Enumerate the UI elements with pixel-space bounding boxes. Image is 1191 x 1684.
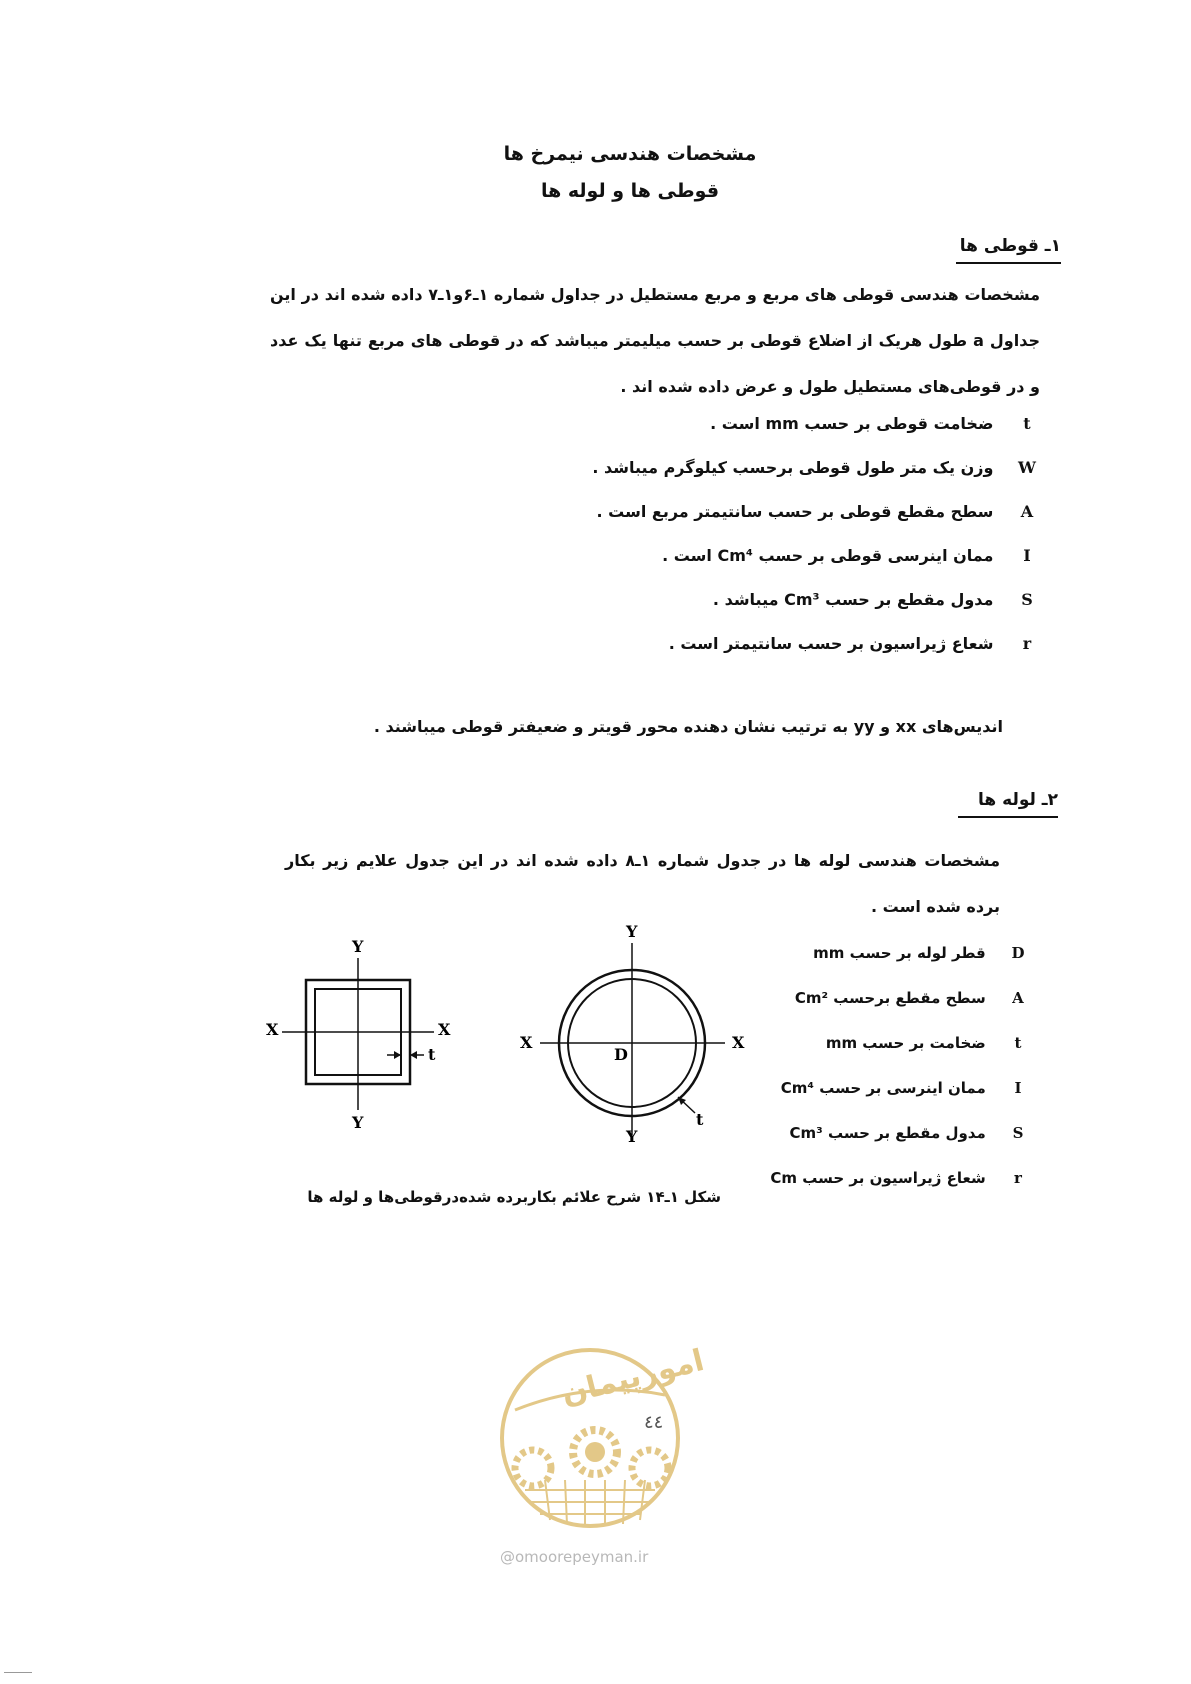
square-label-x-left: X xyxy=(266,1020,279,1039)
pipe-section-diagram xyxy=(520,925,750,1145)
definition-symbol: r xyxy=(1014,1169,1022,1187)
definition-text: ضخامت بر حسب mm xyxy=(825,1034,986,1052)
definition-row xyxy=(671,1156,1031,1201)
section-heading-boxes: ۱ـ قوطی ها xyxy=(956,236,1061,264)
watermark-website: @omoorepeyman.ir xyxy=(500,1548,649,1566)
definition-row xyxy=(401,490,1041,534)
margin-mark xyxy=(4,1672,32,1673)
definition-symbol: r xyxy=(1022,634,1032,653)
square-label-x-right: X xyxy=(438,1020,451,1039)
definition-text: ممان اینرسی بر حسب Cm⁴ xyxy=(780,1079,986,1097)
figure-caption: شکل ۱ـ۱۴ شرح علائم بکاربرده شده‌درقوطی‌ها و لوله ها xyxy=(307,1188,721,1206)
definition-symbol: A xyxy=(1012,989,1024,1007)
page-title: مشخصات هندسی نیمرخ ها xyxy=(503,143,757,165)
definition-text: وزن یک متر طول قوطی برحسب کیلوگرم میباشد . xyxy=(592,458,994,477)
definition-symbol: S xyxy=(1021,590,1033,609)
section1-paragraph: مشخصات هندسی قوطی های مربع و مربع مستطیل در جداول شماره ۱ـ۶و۱ـ۷ داده شده اند در این جداول a طول هریک از اضلاع قوطی بر حسب میلیمتر میباشد که در قوطی های مربع تنها یک عدد و در قوطی‌های مستطیل طول و عرض داده شده اند . xyxy=(270,285,1041,396)
definition-symbol: D xyxy=(1011,944,1025,962)
watermark-brand: امورپیمان xyxy=(557,1342,708,1413)
page-number: ٤٤ xyxy=(644,1412,664,1433)
pipe-label-x-right: X xyxy=(732,1033,745,1052)
definition-text: سطح مقطع برحسب Cm² xyxy=(794,989,986,1007)
square-label-y-top: Y xyxy=(352,937,364,956)
definition-row xyxy=(401,534,1041,578)
definition-symbol: I xyxy=(1023,546,1031,565)
definition-text: شعاع ژیراسیون بر حسب Cm xyxy=(770,1169,986,1187)
definition-text: مدول مقطع بر حسب Cm³ xyxy=(789,1124,986,1142)
definition-symbol: S xyxy=(1012,1124,1024,1142)
definition-text: مدول مقطع بر حسب Cm³ میباشد . xyxy=(712,590,994,609)
definition-row xyxy=(401,446,1041,490)
page-subtitle: قوطی ها و لوله ها xyxy=(540,180,720,202)
pipe-label-thickness: t xyxy=(696,1110,704,1129)
square-section-diagram xyxy=(262,930,462,1130)
definition-text: سطح مقطع قوطی بر حسب سانتیمتر مربع است . xyxy=(596,502,994,521)
square-label-thickness: t xyxy=(428,1045,436,1064)
pipe-label-y-top: Y xyxy=(626,925,638,941)
definition-text: ضخامت قوطی بر حسب mm است . xyxy=(710,414,994,433)
pipe-label-diameter: D xyxy=(614,1045,628,1064)
definition-symbol: I xyxy=(1014,1079,1022,1097)
definition-text: قطر لوله بر حسب mm xyxy=(813,944,986,962)
pipe-label-y-bottom: Y xyxy=(626,1127,638,1145)
definition-row xyxy=(401,402,1041,446)
definition-text: ممان اینرسی قوطی بر حسب Cm⁴ است . xyxy=(662,546,994,565)
section1-note: اندیس‌های xx و yy به ترتیب نشان دهنده محور قویتر و ضعیفتر قوطی میباشند . xyxy=(373,717,1003,736)
square-label-y-bottom: Y xyxy=(352,1113,364,1130)
definition-symbol: t xyxy=(1014,1034,1022,1052)
definition-symbol: W xyxy=(1018,458,1036,477)
definition-row xyxy=(401,578,1041,622)
definition-row xyxy=(401,622,1041,666)
section-heading-pipes: ۲ـ لوله ها xyxy=(958,790,1058,818)
definition-symbol: t xyxy=(1023,414,1031,433)
definition-symbol: A xyxy=(1020,502,1034,521)
pipe-label-x-left: X xyxy=(520,1033,533,1052)
definition-text: شعاع ژیراسیون بر حسب سانتیمتر است . xyxy=(668,634,994,653)
section2-paragraph: مشخصات هندسی لوله ها در جدول شماره ۱ـ۸ داده شده اند در این جدول علایم زیر بکار برده شده است . xyxy=(285,851,1000,916)
section1-definitions xyxy=(401,402,1041,666)
